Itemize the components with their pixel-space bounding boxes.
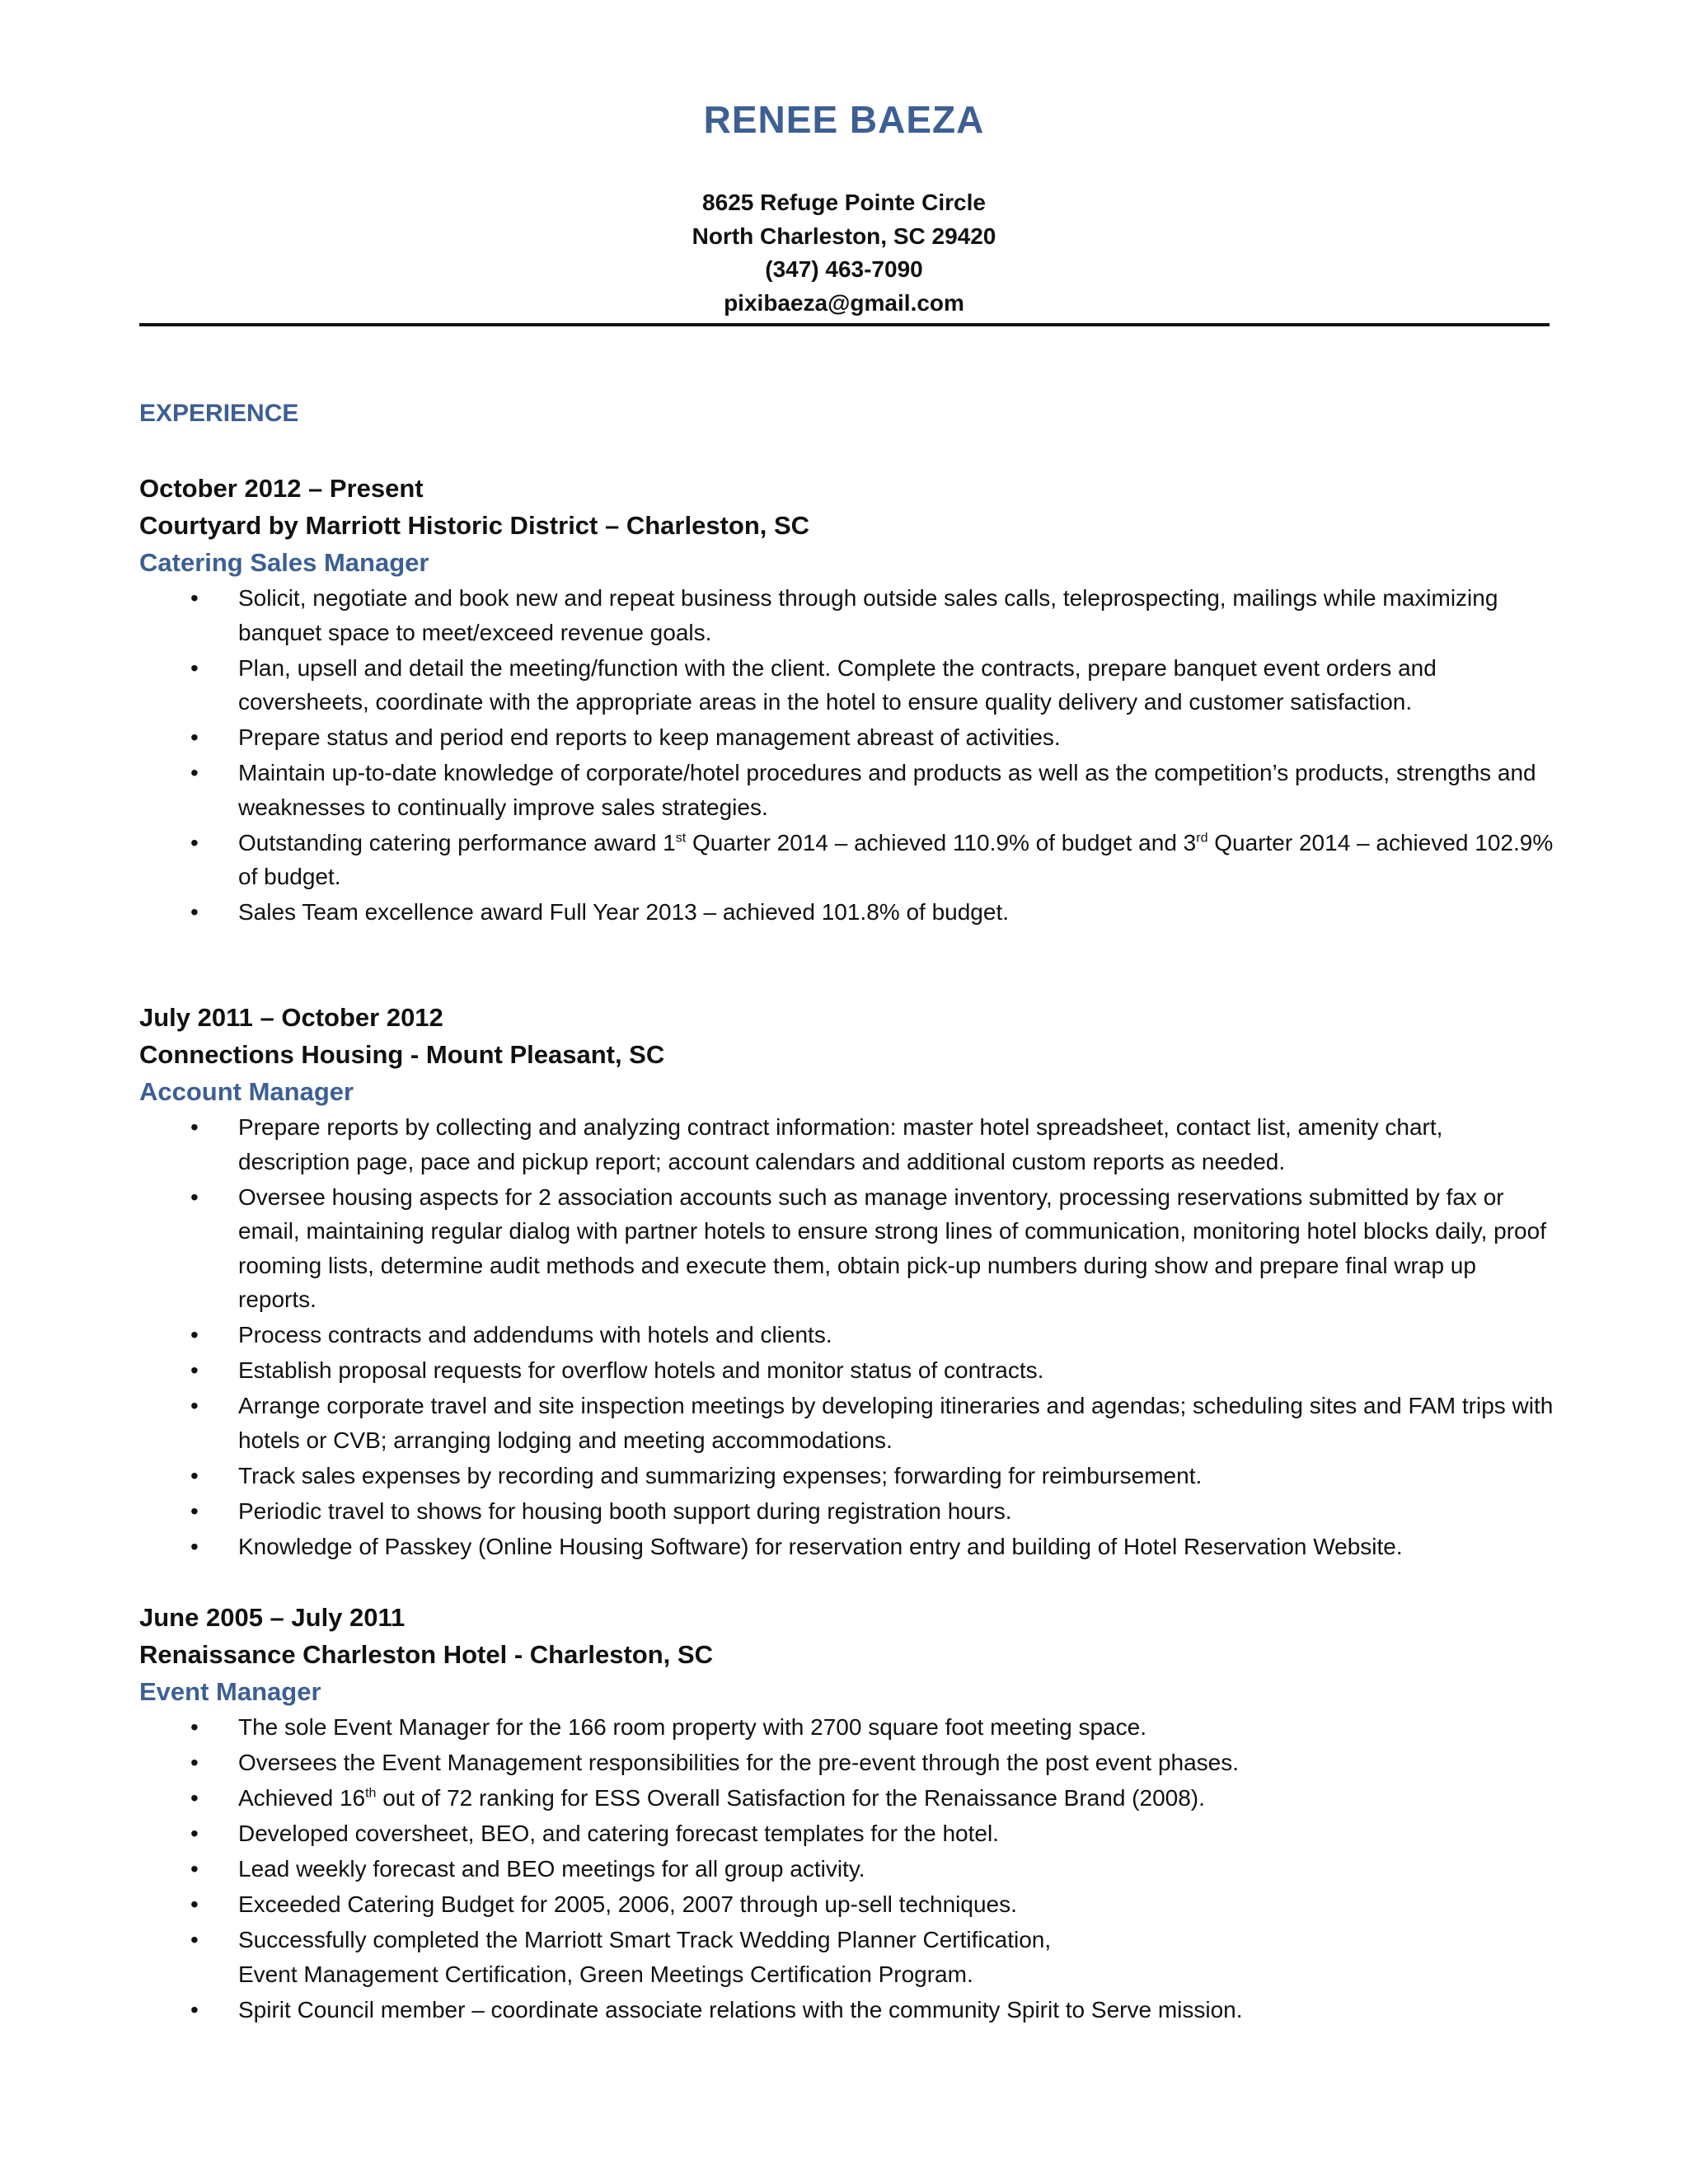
bullet-icon: • bbox=[190, 1891, 199, 1917]
list-item bbox=[139, 1389, 1557, 1457]
list-item bbox=[139, 1887, 1557, 1922]
bullet-text: Developed coversheet, BEO, and catering forecast templates for the hotel. bbox=[238, 1821, 999, 1846]
bullet-icon: • bbox=[190, 1750, 199, 1775]
bullet-icon: • bbox=[190, 654, 199, 681]
job-bullets bbox=[139, 1110, 1554, 1563]
bullet-icon: • bbox=[190, 899, 199, 925]
job-entry bbox=[139, 999, 1554, 1565]
job-employer: Renaissance Charleston Hotel - Charleston, SC bbox=[139, 1640, 713, 1669]
bullet-text-part: Successfully completed the Marriott Smart Track Wedding Planner Certification, bbox=[238, 1927, 1052, 1952]
bullet-text: Lead weekly forecast and BEO meetings for all group activity. bbox=[238, 1856, 865, 1882]
list-item bbox=[139, 1993, 1557, 2027]
bullet-text-part: Event Management Certification, Green Meetings Certification Program. bbox=[238, 1961, 973, 1987]
bullet-icon: • bbox=[190, 1462, 199, 1488]
bullet-text: The sole Event Manager for the 166 room property with 2700 square foot meeting space. bbox=[238, 1714, 1146, 1740]
bullet-icon: • bbox=[190, 1856, 199, 1882]
list-item bbox=[139, 651, 1557, 719]
list-item bbox=[139, 895, 1557, 930]
bullet-text: Spirit Council member – coordinate associate relations with the community Spirit to Serve mission. bbox=[238, 1996, 1243, 2022]
list-item bbox=[139, 1180, 1557, 1317]
bullet-text-part: Achieved 16 bbox=[238, 1785, 366, 1811]
candidate-name: RENEE BAEZA bbox=[703, 98, 985, 141]
bullet-text: Oversee housing aspects for 2 association accounts such as manage inventory, processing reservations submitted by fax or email, maintaining regular dialog with partner hotels to ensure strong lines of communication, monitoring hotel blocks daily, proof rooming lists, determine audit methods and execute them, obtain pick-up numbers during show and prepare final wrap up reports. bbox=[238, 1183, 1546, 1312]
bullet-text: Establish proposal requests for overflow hotels and monitor status of contracts. bbox=[238, 1357, 1044, 1383]
bullet-icon: • bbox=[190, 1927, 199, 1952]
list-item bbox=[139, 1318, 1557, 1352]
bullet-text-part: Outstanding catering performance award 1 bbox=[238, 829, 676, 855]
list-item bbox=[139, 826, 1557, 894]
bullet-icon: • bbox=[190, 1533, 199, 1559]
experience-heading: EXPERIENCE bbox=[139, 400, 299, 427]
job-dates: October 2012 – Present bbox=[139, 474, 424, 503]
list-item bbox=[139, 1530, 1557, 1564]
contact-block bbox=[0, 186, 1688, 320]
bullet-text: Maintain up-to-date knowledge of corporate/hotel procedures and products as well as the competition’s products, strengths and weaknesses to continually improve sales strategies. bbox=[238, 760, 1536, 820]
bullet-text bbox=[238, 1927, 1051, 1987]
job-role: Account Manager bbox=[139, 1077, 354, 1106]
bullet-icon: • bbox=[190, 1393, 199, 1418]
ordinal-suffix: st bbox=[675, 831, 687, 846]
bullet-icon: • bbox=[190, 1821, 199, 1846]
job-dates: July 2011 – October 2012 bbox=[139, 1003, 443, 1032]
bullet-text: Plan, upsell and detail the meeting/function with the client. Complete the contracts, prepare banquet event orders and coversheets, coordinate with the appropriate areas in the hotel to ensure quality delivery and customer satisfaction. bbox=[238, 654, 1437, 715]
bullet-icon: • bbox=[190, 585, 199, 611]
list-item bbox=[139, 1494, 1557, 1529]
list-item bbox=[139, 581, 1557, 649]
job-entry bbox=[139, 470, 1554, 930]
bullet-text: Oversees the Event Management responsibilities for the pre-event through the post event phases. bbox=[238, 1750, 1240, 1775]
address-line-2: North Charleston, SC 29420 bbox=[692, 223, 996, 249]
bullet-text: Knowledge of Passkey (Online Housing Software) for reservation entry and building of Hotel Reservation Website. bbox=[238, 1533, 1403, 1559]
list-item bbox=[139, 1816, 1557, 1851]
bullet-text-part: Quarter 2014 – achieved 102.9% of budget. bbox=[238, 829, 1554, 889]
job-bullets bbox=[139, 581, 1554, 930]
list-item bbox=[139, 1110, 1557, 1179]
bullet-icon: • bbox=[190, 1996, 199, 2022]
list-item bbox=[139, 1852, 1557, 1886]
job-role: Event Manager bbox=[139, 1677, 321, 1706]
bullet-text: Sales Team excellence award Full Year 2013 – achieved 101.8% of budget. bbox=[238, 899, 1010, 925]
bullet-text bbox=[238, 1785, 1205, 1811]
list-item bbox=[139, 1746, 1557, 1780]
list-item bbox=[139, 1710, 1557, 1745]
bullet-icon: • bbox=[190, 1357, 199, 1383]
list-item bbox=[139, 1781, 1557, 1816]
bullet-text-part: out of 72 ranking for ESS Overall Satisfaction for the Renaissance Brand (2008). bbox=[376, 1785, 1205, 1811]
list-item bbox=[139, 1923, 1557, 1991]
header-divider bbox=[139, 323, 1550, 326]
bullet-icon: • bbox=[190, 829, 199, 855]
bullet-text: Solicit, negotiate and book new and repeat business through outside sales calls, teleprospecting, mailings while maximizing banquet space to meet/exceed revenue goals. bbox=[238, 585, 1498, 645]
bullet-text: Process contracts and addendums with hotels and clients. bbox=[238, 1322, 832, 1347]
bullet-icon: • bbox=[190, 724, 199, 750]
list-item bbox=[139, 756, 1557, 824]
bullet-text: Arrange corporate travel and site inspection meetings by developing itineraries and agendas; scheduling sites and FAM trips with hotels or CVB; arranging lodging and meeting accommodations. bbox=[238, 1393, 1554, 1453]
phone-number: (347) 463-7090 bbox=[765, 256, 923, 282]
job-dates: June 2005 – July 2011 bbox=[139, 1603, 406, 1632]
bullet-text: Prepare reports by collecting and analyzing contract information: master hotel spreadsheet, contact list, amenity chart, description page, pace and pickup report; account calendars and additional custom reports as needed. bbox=[238, 1114, 1443, 1174]
job-role: Catering Sales Manager bbox=[139, 548, 429, 577]
bullet-icon: • bbox=[190, 1183, 199, 1210]
bullet-icon: • bbox=[190, 1114, 199, 1140]
job-employer: Connections Housing - Mount Pleasant, SC bbox=[139, 1040, 665, 1069]
ordinal-suffix: th bbox=[365, 1786, 377, 1801]
bullet-text: Exceeded Catering Budget for 2005, 2006, 2007 through up-sell techniques. bbox=[238, 1891, 1017, 1917]
bullet-icon: • bbox=[190, 1322, 199, 1347]
bullet-text: Periodic travel to shows for housing booth support during registration hours. bbox=[238, 1497, 1012, 1524]
job-entry bbox=[139, 1599, 1550, 2028]
bullet-icon: • bbox=[190, 1714, 199, 1740]
bullet-icon: • bbox=[190, 760, 199, 785]
bullet-icon: • bbox=[190, 1497, 199, 1524]
bullet-icon: • bbox=[190, 1785, 199, 1811]
bullet-text: Track sales expenses by recording and summarizing expenses; forwarding for reimbursement. bbox=[238, 1462, 1203, 1488]
bullet-text bbox=[238, 830, 1553, 890]
bullet-text: Prepare status and period end reports to keep management abreast of activities. bbox=[238, 724, 1061, 750]
email-address: pixibaeza@gmail.com bbox=[724, 289, 964, 316]
list-item bbox=[139, 1459, 1557, 1493]
address-line-1: 8625 Refuge Pointe Circle bbox=[702, 190, 986, 215]
list-item bbox=[139, 1353, 1557, 1388]
job-employer: Courtyard by Marriott Historic District – Charleston, SC bbox=[139, 511, 810, 540]
ordinal-suffix: rd bbox=[1196, 831, 1208, 846]
bullet-text-part: Quarter 2014 – achieved 110.9% of budget and 3 bbox=[686, 829, 1197, 855]
job-bullets bbox=[139, 1710, 1550, 2027]
list-item bbox=[139, 720, 1557, 755]
